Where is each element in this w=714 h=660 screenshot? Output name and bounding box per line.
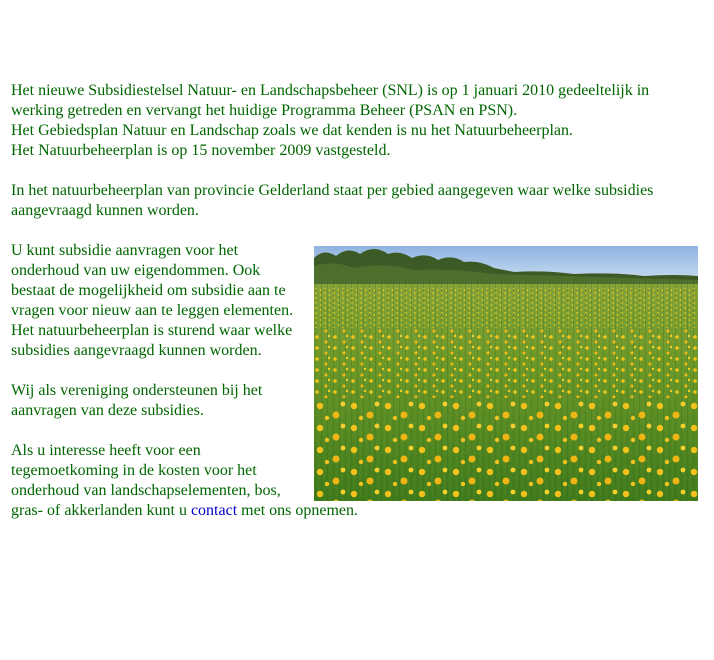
interesse-text: Als u interesse heeft voor een tegemoetkoming in de kosten voor het onderhoud van landschapselementen, bos, gras- of akkerlanden kunt u [11, 442, 281, 519]
interesse-text-end: met ons opnemen. [241, 502, 359, 519]
contact-link[interactable]: contact [190, 502, 238, 519]
vereniging-paragraph: Wij als vereniging ondersteunen bij het aanvragen van deze subsidies. [11, 382, 263, 419]
intro-line-2: Het Gebiedsplan Natuur en Landschap zoals we dat kenden is nu het Natuurbeheerplan. [11, 122, 574, 139]
meadow-photo [314, 246, 698, 501]
intro-line-3: Het Natuurbeheerplan is op 15 november 2009 vastgesteld. [11, 142, 391, 159]
intro-line-1: Het nieuwe Subsidiestelsel Natuur- en Landschapsbeheer (SNL) is op 1 januari 2010 gedeeltelijk in werking getreden en vervangt het huidige Programma Beheer (PSAN en PSN). [11, 82, 650, 119]
main-content [11, 81, 703, 541]
intro-paragraph [11, 81, 703, 161]
gelderland-paragraph: In het natuurbeheerplan van provincie Gelderland staat per gebied aangegeven waar welke subsidies aangevraagd kunnen worden. [11, 182, 654, 219]
subsidie-paragraph: U kunt subsidie aanvragen voor het onderhoud van uw eigendommen. Ook bestaat de mogelijkheid om subsidie aan te vragen voor nieuw aan te leggen elementen. Het natuurbeheerplan is sturend waar welke subsidies aangevraagd kunnen worden. [11, 242, 294, 359]
